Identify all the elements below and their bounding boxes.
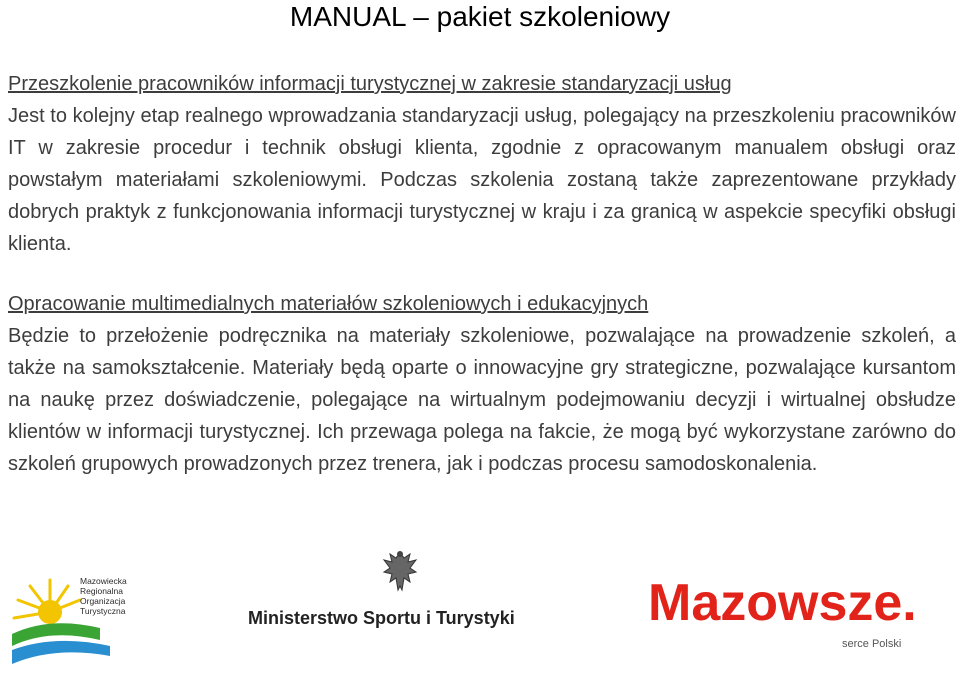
mrot-logo-text: Mazowiecka Regionalna Organizacja Turystyczna <box>80 576 127 616</box>
page-title: MANUAL – pakiet szkoleniowy <box>289 1 671 32</box>
eagle-emblem-icon <box>380 548 420 596</box>
section-body: Będzie to przełożenie podręcznika na materiały szkoleniowe, pozwalające na prowadzenie szkoleń, a także na samokształcenie. Materiały będą oparte o innowacyjne gry strategiczne, pozwalające kursantom na naukę przez doświadczenie, polegające na wirtualnym podejmowaniu decyzji i wirtualnej obsłudze klientów w informacji turystycznej. Ich przewaga polega na fakcie, że mogą być wykorzystane zarówno do szkoleń grupowych prowadzonych przez trenera, jak i podczas procesu samodoskonalenia. <box>8 325 956 475</box>
mazowsze-logo <box>648 562 938 642</box>
section-heading: Przeszkolenie pracowników informacji turystycznej w zakresie standaryzacji usług <box>8 73 732 95</box>
section-staff-training <box>8 68 956 260</box>
section-multimedia-materials <box>8 288 956 480</box>
ministry-logo-text: Ministerstwo Sportu i Turystyki <box>248 608 515 628</box>
section-body: Jest to kolejny etap realnego wprowadzania standaryzacji usług, polegający na przeszkoleniu pracowników IT w zakresie procedur i technik obsługi klienta, zgodnie z opracowanym manualem obsługi oraz powstałym materiałami szkoleniowymi. Podczas szkolenia zostaną także zaprezentowane przykłady dobrych praktyk z funkcjonowania informacji turystycznej w kraju i za granicą w aspekcie specyfiki obsługi klienta. <box>8 105 956 255</box>
sun-landscape-icon <box>10 556 135 676</box>
mazowsze-tagline: serce Polski <box>842 638 902 650</box>
mazowsze-logo-text: Mazowsze. <box>648 574 917 632</box>
sponsor-logos <box>0 540 960 678</box>
section-heading: Opracowanie multimedialnych materiałów szkoleniowych i edukacyjnych <box>8 293 649 315</box>
mrot-logo <box>10 556 135 676</box>
